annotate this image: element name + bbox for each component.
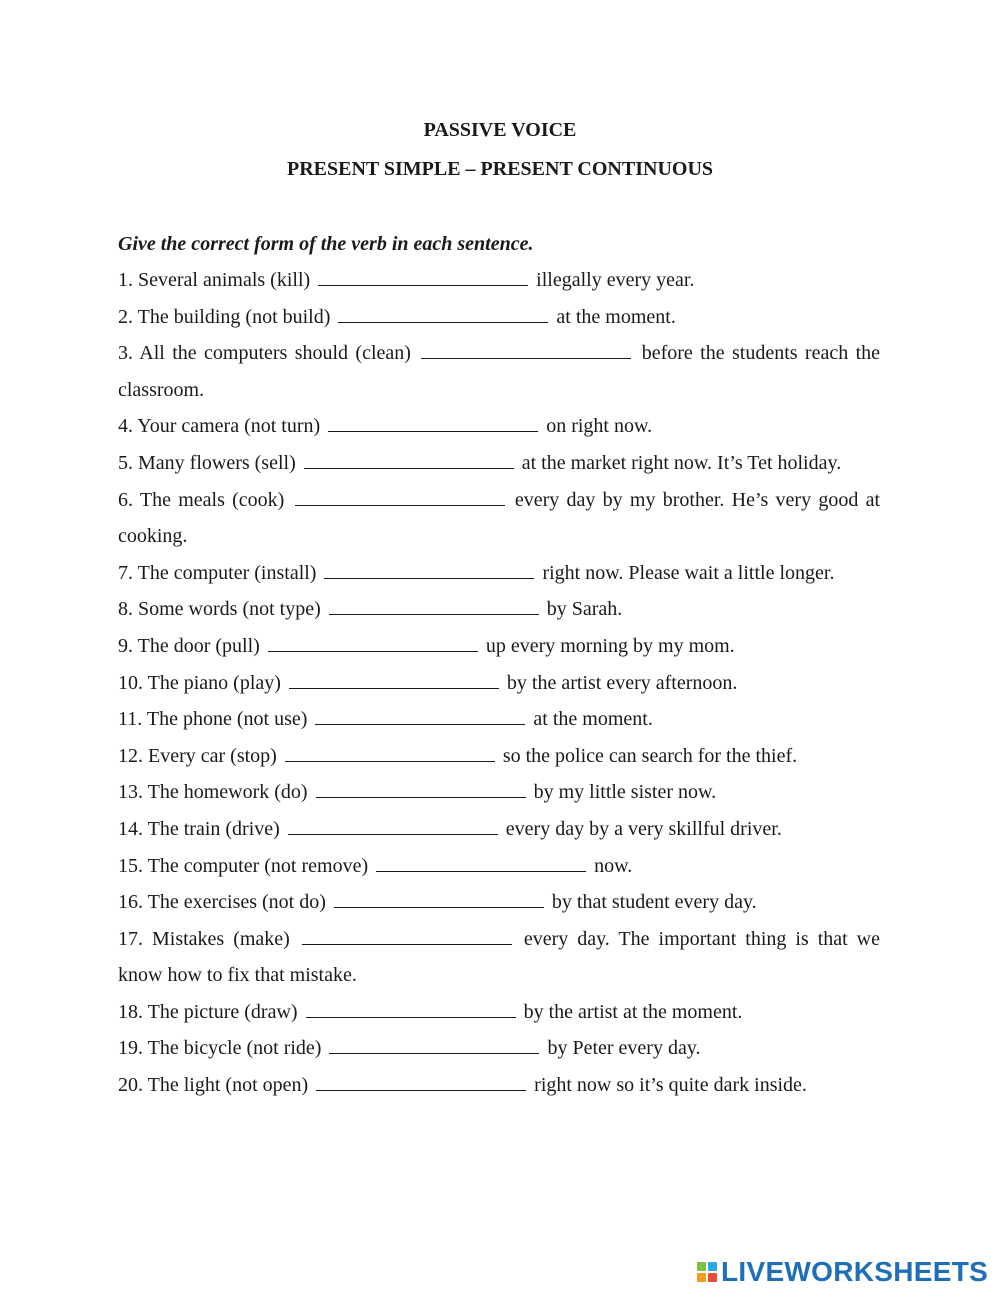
question-rest: before the students reach the classroom.	[118, 342, 881, 401]
question-item	[118, 1030, 880, 1067]
question-item	[118, 628, 880, 665]
question-prompt: 16. The exercises (not do)	[118, 891, 326, 914]
question-rest: now.	[594, 854, 633, 877]
answer-blank[interactable]	[376, 853, 586, 872]
question-rest: illegally every year.	[536, 269, 695, 291]
question-prompt: 8. Some words (not type)	[118, 598, 321, 621]
question-rest: by Peter every day.	[547, 1037, 701, 1060]
answer-blank[interactable]	[421, 340, 631, 359]
question-rest: at the market right now. It’s Tet holiday.	[521, 451, 842, 474]
question-item	[118, 665, 880, 702]
question-prompt: 12. Every car (stop)	[118, 744, 277, 767]
question-item	[118, 738, 880, 775]
question-item	[118, 482, 880, 555]
answer-blank[interactable]	[329, 1035, 539, 1054]
question-item	[118, 1067, 880, 1104]
logo-text: LIVEWORKSHEETS	[721, 1256, 989, 1287]
answer-blank[interactable]	[302, 926, 512, 945]
question-item	[118, 445, 880, 482]
question-prompt: 11. The phone (not use)	[118, 708, 308, 731]
answer-blank[interactable]	[268, 633, 478, 652]
logo-block-red	[708, 1273, 717, 1282]
question-rest: on right now.	[546, 415, 653, 438]
question-prompt: 19. The bicycle (not ride)	[118, 1037, 322, 1060]
question-prompt: 20. The light (not open)	[118, 1074, 309, 1097]
question-prompt: 14. The train (drive)	[118, 817, 280, 840]
question-prompt: 1. Several animals (kill)	[118, 269, 311, 291]
answer-blank[interactable]	[285, 743, 495, 762]
answer-blank[interactable]	[316, 779, 526, 798]
answer-blank[interactable]	[315, 706, 525, 725]
question-rest: by my little sister now.	[533, 781, 717, 804]
answer-blank[interactable]	[328, 413, 538, 432]
question-rest: so the police can search for the thief.	[502, 744, 798, 767]
answer-blank[interactable]	[306, 999, 516, 1018]
answer-blank[interactable]	[288, 816, 498, 835]
question-prompt: 2. The building (not build)	[118, 305, 331, 328]
instruction-text: Give the correct form of the verb in each sentence.	[118, 233, 534, 255]
question-rest: by that student every day.	[551, 891, 757, 914]
answer-blank[interactable]	[289, 670, 499, 689]
question-prompt: 5. Many flowers (sell)	[118, 451, 296, 474]
answer-blank[interactable]	[318, 267, 528, 286]
answer-blank[interactable]	[316, 1072, 526, 1091]
question-prompt: 10. The piano (play)	[118, 671, 281, 694]
logo-block-green	[697, 1262, 706, 1271]
answer-blank[interactable]	[338, 304, 548, 323]
answer-blank[interactable]	[304, 450, 514, 469]
logo-block-orange	[697, 1273, 706, 1282]
question-list	[118, 262, 880, 1104]
question-rest: right now so it’s quite dark inside.	[534, 1074, 807, 1097]
question-item	[118, 848, 880, 885]
question-rest: by Sarah.	[546, 598, 623, 621]
question-item	[118, 921, 880, 994]
logo-block-blue	[708, 1262, 717, 1271]
answer-blank[interactable]	[334, 889, 544, 908]
page-subtitle: PRESENT SIMPLE – PRESENT CONTINUOUS	[286, 158, 714, 180]
question-item	[118, 994, 880, 1031]
question-rest: right now. Please wait a little longer.	[542, 561, 835, 584]
question-rest: by the artist at the moment.	[523, 1000, 743, 1023]
question-item	[118, 701, 880, 738]
question-rest: at the moment.	[556, 305, 676, 328]
answer-blank[interactable]	[295, 487, 505, 506]
answer-blank[interactable]	[329, 596, 539, 615]
question-item	[118, 335, 880, 408]
page-title: PASSIVE VOICE	[423, 119, 577, 141]
question-item	[118, 299, 880, 336]
question-prompt: 17. Mistakes (make)	[118, 927, 290, 950]
question-item	[118, 408, 880, 445]
question-prompt: 9. The door (pull)	[118, 634, 260, 657]
liveworksheets-logo-icon	[697, 1262, 717, 1282]
question-rest: every day. The important thing is that we know how to fix that mistake.	[118, 927, 881, 987]
question-prompt: 4. Your camera (not turn)	[118, 415, 321, 438]
question-prompt: 7. The computer (install)	[118, 561, 317, 584]
question-prompt: 15. The computer (not remove)	[118, 854, 369, 877]
question-rest: at the moment.	[533, 708, 653, 731]
question-rest: every day by a very skillful driver.	[505, 817, 782, 840]
question-rest: up every morning by my mom.	[485, 634, 735, 657]
question-prompt: 18. The picture (draw)	[118, 1000, 298, 1023]
answer-blank[interactable]	[324, 560, 534, 579]
question-item	[118, 884, 880, 921]
question-item	[118, 591, 880, 628]
question-item	[118, 555, 880, 592]
question-item	[118, 262, 880, 299]
question-prompt: 13. The homework (do)	[118, 781, 308, 804]
question-prompt: 3. All the computers should (clean)	[118, 342, 411, 365]
question-prompt: 6. The meals (cook)	[118, 488, 285, 511]
question-item	[118, 774, 880, 811]
question-rest: every day by my brother. He’s very good at cooking.	[118, 488, 881, 548]
question-rest: by the artist every afternoon.	[506, 671, 738, 694]
liveworksheets-logo[interactable]	[697, 1257, 988, 1287]
question-item	[118, 811, 880, 848]
